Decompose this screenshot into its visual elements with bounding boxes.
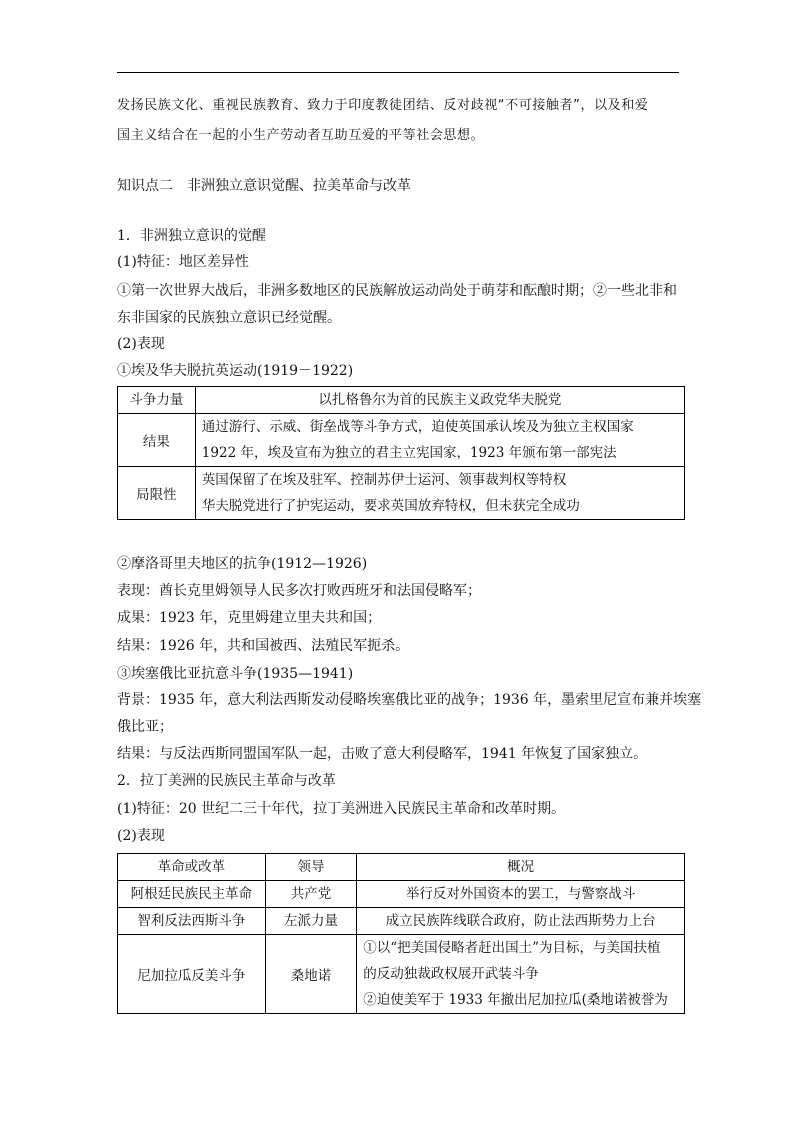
latam-perf-heading: (2)表现 xyxy=(117,828,165,844)
latam-heading: 2．拉丁美洲的民族民主革命与改革 xyxy=(117,773,336,789)
cell-line: 的反动独裁政权展开武装斗争 xyxy=(363,966,539,982)
cell-line: ①以“把美国侵略者赶出国土”为目标，与美国扶植 xyxy=(363,940,661,956)
egypt-heading: ①埃及华夫脱抗英运动(1919－1922) xyxy=(117,363,354,379)
table-cell: 尼加拉瓜反美斗争 xyxy=(118,935,266,1014)
table-row xyxy=(118,908,685,935)
table-cell-label: 斗争力量 xyxy=(118,387,196,414)
ethiopia-line-3: 结果：与反法西斯同盟国军队一起，击败了意大利侵略军，1941 年恢复了国家独立。 xyxy=(117,746,648,762)
ethiopia-line-2: 俄比亚； xyxy=(117,719,173,735)
table-cell: 桑地诺 xyxy=(265,935,356,1014)
table-cell-value: 以扎格鲁尔为首的民族主义政党华夫脱党 xyxy=(195,387,684,414)
table-cell: 共产党 xyxy=(265,881,356,908)
intro-line-2: 国主义结合在一起的小生产劳动者互助互爱的平等社会思想。 xyxy=(117,128,485,143)
cell-line: 华夫脱党进行了护宪运动，要求英国放弃特权，但未获完全成功 xyxy=(201,498,580,514)
morocco-line-1: 表现：酋长克里姆领导人民多次打败西班牙和法国侵略军； xyxy=(117,583,481,599)
intro-line-1: 发扬民族文化、重视民族教育、致力于印度教徒团结、反对歧视“不可接触者”，以及和爱 xyxy=(117,98,649,113)
table-cell: 智利反法西斯斗争 xyxy=(118,908,266,935)
cell-line: 通过游行、示威、街垒战等斗争方式，迫使英国承认埃及为独立主权国家 xyxy=(201,419,634,435)
table-cell-value xyxy=(195,414,684,467)
column-header: 领导 xyxy=(265,854,356,881)
morocco-line-2: 成果：1923 年，克里姆建立里夫共和国； xyxy=(117,610,382,626)
africa-heading: 1．非洲独立意识的觉醒 xyxy=(117,228,266,244)
table-row xyxy=(118,414,685,467)
table-cell xyxy=(357,935,685,1014)
column-header: 革命或改革 xyxy=(118,854,266,881)
table-row xyxy=(118,881,685,908)
cell-line: 1922 年，埃及宣布为独立的君主立宪国家，1923 年颁布第一部宪法 xyxy=(201,445,617,461)
africa-feature-line-2: 东非国家的民族独立意识已经觉醒。 xyxy=(117,310,341,326)
table-cell-value xyxy=(195,467,684,520)
africa-feature-line-1: ①第一次世界大战后，非洲多数地区的民族解放运动尚处于萌芽和酝酿时期；②一些北非和 xyxy=(117,283,677,299)
table-header-row xyxy=(118,854,685,881)
africa-feature-heading: (1)特征：地区差异性 xyxy=(117,254,249,270)
cell-line: 英国保留了在埃及驻军、控制苏伊士运河、领事裁判权等特权 xyxy=(201,472,567,488)
morocco-line-3: 结果：1926 年，共和国被西、法殖民军扼杀。 xyxy=(117,638,410,654)
table-cell: 左派力量 xyxy=(265,908,356,935)
egypt-table xyxy=(117,386,685,520)
cell-line: ②迫使美军于 1933 年撤出尼加拉瓜(桑地诺被誉为 xyxy=(363,992,668,1008)
ethiopia-line-1: 背景：1935 年，意大利法西斯发动侵略埃塞俄比亚的战争；1936 年，墨索里尼宣布兼并埃塞 xyxy=(117,692,702,708)
table-row xyxy=(118,387,685,414)
morocco-heading: ②摩洛哥里夫地区的抗争(1912—1926) xyxy=(117,556,368,572)
ethiopia-heading: ③埃塞俄比亚抗意斗争(1935—1941) xyxy=(117,666,354,682)
table-row xyxy=(118,467,685,520)
table-cell-label: 结果 xyxy=(118,414,196,467)
latam-table xyxy=(117,853,685,1014)
column-header: 概况 xyxy=(357,854,685,881)
latam-feature: (1)特征：20 世纪二三十年代，拉丁美洲进入民族民主革命和改革时期。 xyxy=(117,801,566,817)
africa-perf-heading: (2)表现 xyxy=(117,336,165,352)
table-cell: 成立民族阵线联合政府，防止法西斯势力上台 xyxy=(357,908,685,935)
table-cell-label: 局限性 xyxy=(118,467,196,520)
table-cell: 阿根廷民族民主革命 xyxy=(118,881,266,908)
header-rule xyxy=(117,72,679,73)
section-title: 知识点二 非洲独立意识觉醒、拉美革命与改革 xyxy=(117,178,411,194)
table-row xyxy=(118,935,685,1014)
table-cell: 举行反对外国资本的罢工，与警察战斗 xyxy=(357,881,685,908)
